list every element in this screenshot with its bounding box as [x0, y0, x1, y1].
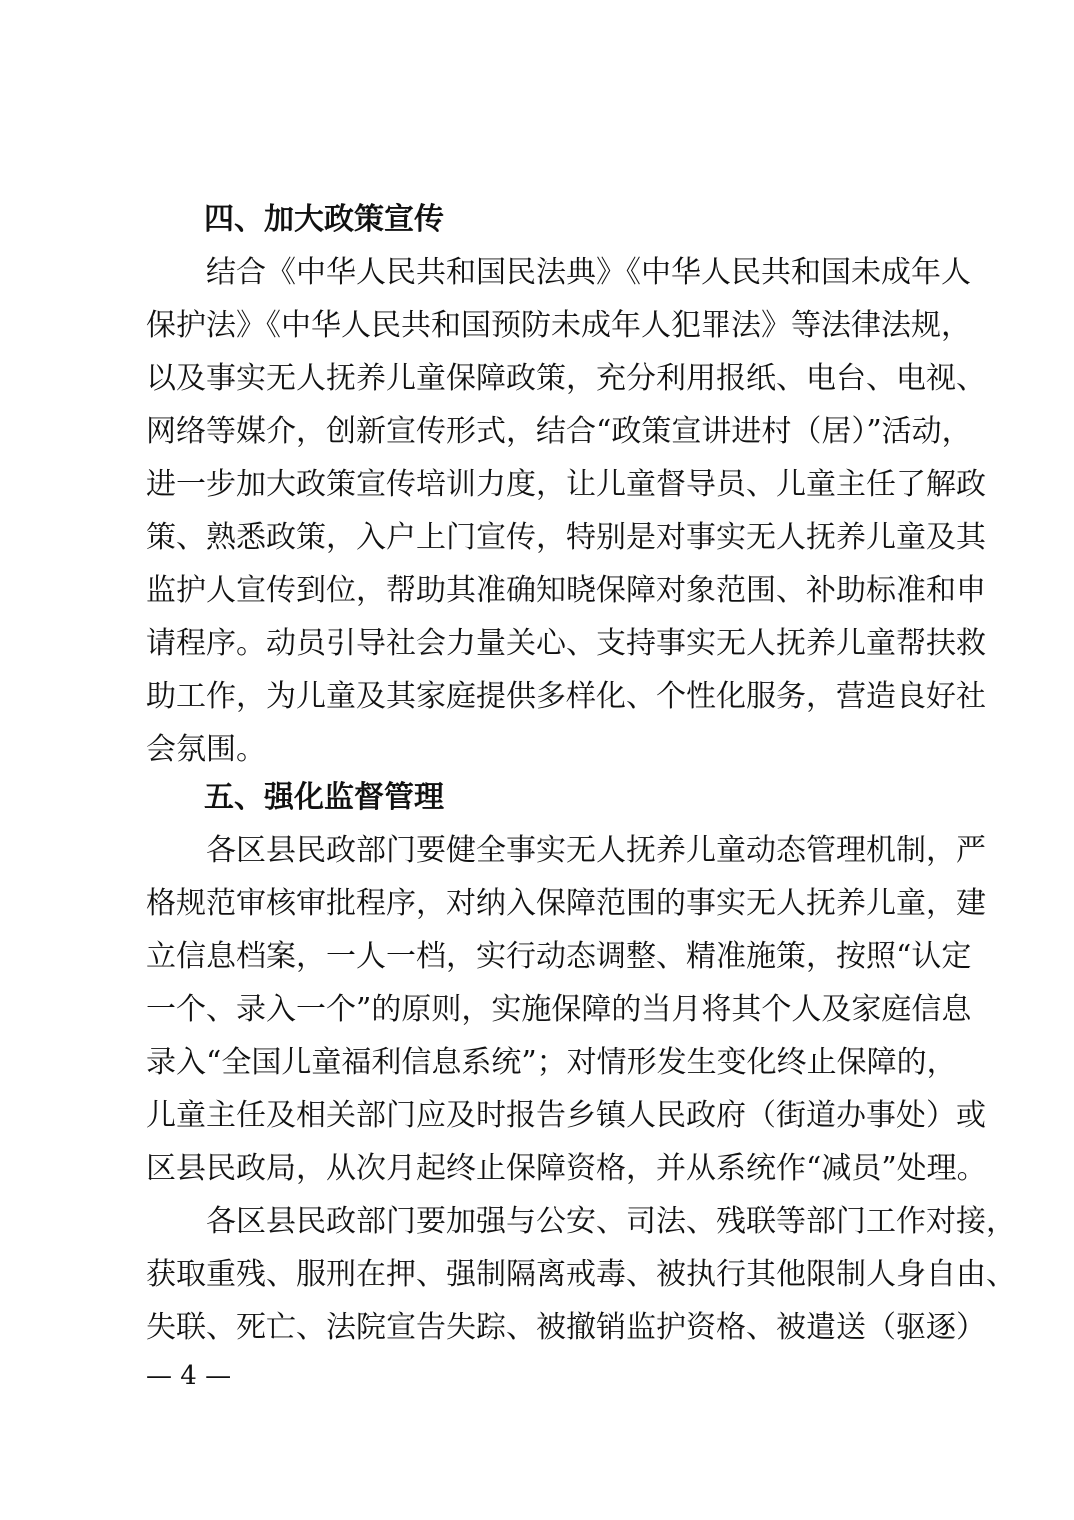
paragraph-line: 以及事实无人抚养儿童保障政策，充分利用报纸、电台、电视、: [146, 361, 986, 396]
section-4-heading: 四、加大政策宣传: [204, 202, 444, 237]
page-number: — 4 —: [146, 1361, 232, 1391]
paragraph-line: 格规范审核审批程序，对纳入保障范围的事实无人抚养儿童，建: [146, 886, 986, 921]
paragraph-line: 区县民政局，从次月起终止保障资格，并从系统作“减员”处理。: [146, 1151, 987, 1186]
paragraph-line: 各区县民政部门要加强与公安、司法、残联等部门工作对接，: [206, 1204, 1016, 1239]
paragraph-line: 策、熟悉政策，入户上门宣传，特别是对事实无人抚养儿童及其: [146, 520, 986, 555]
paragraph-line: 失联、死亡、法院宣告失踪、被撤销监护资格、被遣送（驱逐）: [146, 1310, 986, 1345]
paragraph-line: 各区县民政部门要健全事实无人抚养儿童动态管理机制，严: [206, 833, 986, 868]
paragraph-line: 网络等媒介，创新宣传形式，结合“政策宣讲进村（居）”活动，: [146, 414, 972, 449]
paragraph-line: 会氛围。: [146, 732, 266, 767]
paragraph-line: 儿童主任及相关部门应及时报告乡镇人民政府（街道办事处）或: [146, 1098, 986, 1133]
paragraph-line: 进一步加大政策宣传培训力度，让儿童督导员、儿童主任了解政: [146, 467, 986, 502]
paragraph-line: 一个、录入一个”的原则，实施保障的当月将其个人及家庭信息: [146, 992, 972, 1027]
paragraph-line: 获取重残、服刑在押、强制隔离戒毒、被执行其他限制人身自由、: [146, 1257, 1016, 1292]
paragraph-line: 录入“全国儿童福利信息系统”；对情形发生变化终止保障的，: [146, 1045, 957, 1080]
paragraph-line: 助工作，为儿童及其家庭提供多样化、个性化服务，营造良好社: [146, 679, 986, 714]
paragraph-line: 保护法》《中华人民共和国预防未成年人犯罪法》等法律法规，: [146, 308, 971, 343]
paragraph-line: 立信息档案，一人一档，实行动态调整、精准施策，按照“认定: [146, 939, 972, 974]
section-5-heading: 五、强化监督管理: [204, 780, 444, 815]
paragraph-line: 结合《中华人民共和国民法典》《中华人民共和国未成年人: [206, 255, 971, 290]
paragraph-line: 请程序。动员引导社会力量关心、支持事实无人抚养儿童帮扶救: [146, 626, 986, 661]
paragraph-line: 监护人宣传到位，帮助其准确知晓保障对象范围、补助标准和申: [146, 573, 986, 608]
